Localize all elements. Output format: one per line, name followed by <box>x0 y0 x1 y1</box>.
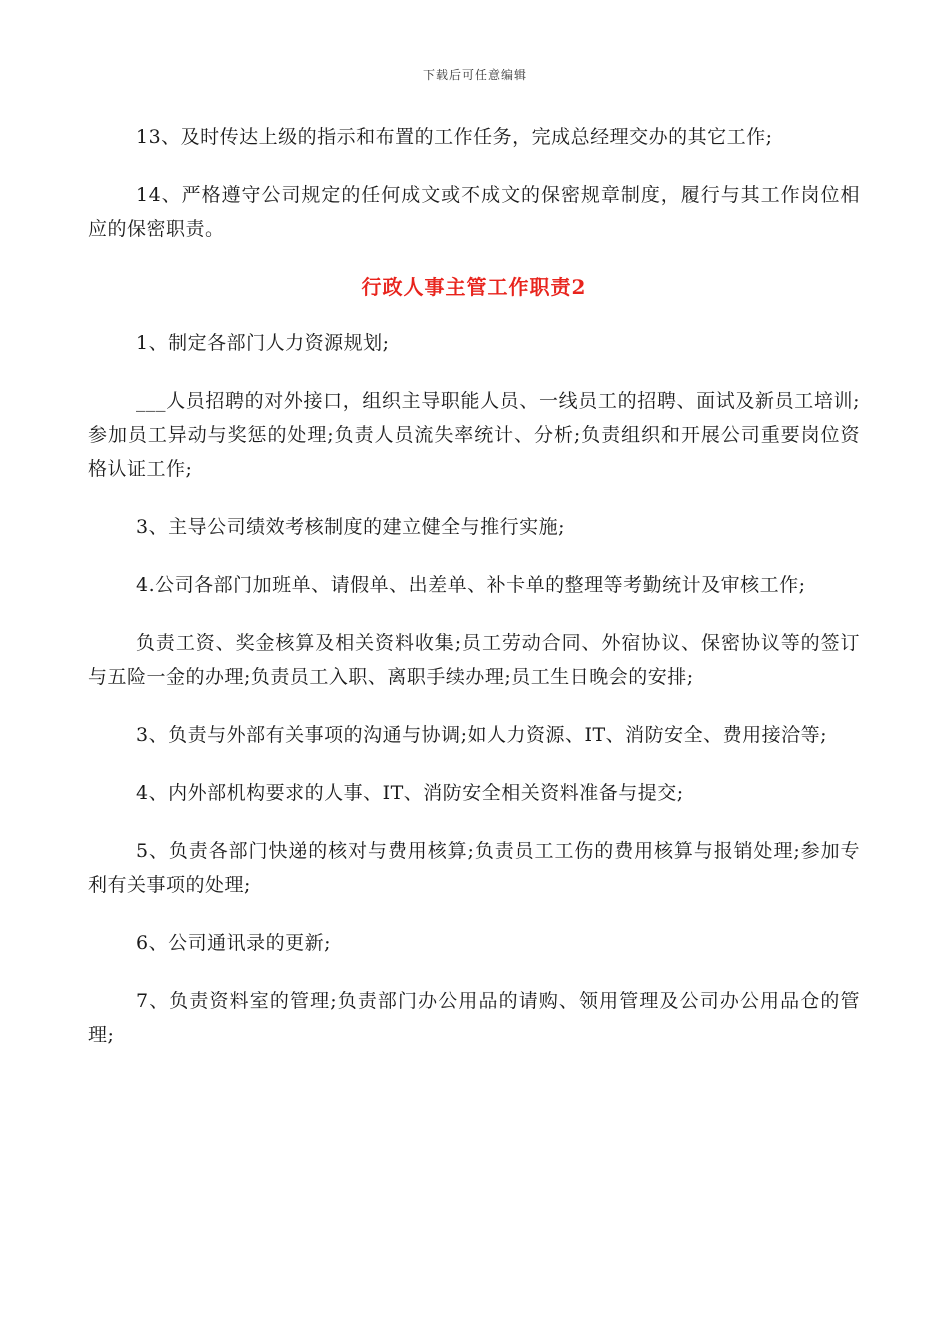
paragraph-item: 4、内外部机构要求的人事、IT、消防安全相关资料准备与提交; <box>136 782 684 804</box>
paragraph-item: 3、主导公司绩效考核制度的建立健全与推行实施; <box>136 516 565 538</box>
paragraph-item: 3、负责与外部有关事项的沟通与协调;如人力资源、IT、消防安全、费用接洽等; <box>136 724 828 746</box>
paragraph-item: 4.公司各部门加班单、请假单、出差单、补卡单的整理等考勤统计及审核工作; <box>136 574 806 596</box>
paragraph-item: ___人员招聘的对外接口，组织主导职能人员、一线员工的招聘、面试及新员工培训;参加员工异动与奖惩的处理;负责人员流失率统计、分析;负责组织和开展公司重要岗位资格认证工作; <box>88 390 860 480</box>
section-title: 行政人事主管工作职责2 <box>361 275 587 299</box>
paragraph-item: 负责工资、奖金核算及相关资料收集;员工劳动合同、外宿协议、保密协议等的签订与五险一金的办理;负责员工入职、离职手续办理;员工生日晚会的安排; <box>88 632 860 688</box>
paragraph-item: 5、负责各部门快递的核对与费用核算;负责员工工伤的费用核算与报销处理;参加专利有关事项的处理; <box>88 840 860 896</box>
paragraph-item: 1、制定各部门人力资源规划; <box>136 332 390 354</box>
paragraph-13: 13、及时传达上级的指示和布置的工作任务，完成总经理交办的其它工作; <box>136 126 773 148</box>
header-note: 下载后可任意编辑 <box>422 68 527 82</box>
paragraph-14: 14、严格遵守公司规定的任何成文或不成文的保密规章制度，履行与其工作岗位相应的保密职责。 <box>88 184 860 240</box>
paragraph-item: 6、公司通讯录的更新; <box>136 932 331 954</box>
paragraph-item: 7、负责资料室的管理;负责部门办公用品的请购、领用管理及公司办公用品仓的管理; <box>88 990 860 1046</box>
document-body <box>88 120 860 1076</box>
